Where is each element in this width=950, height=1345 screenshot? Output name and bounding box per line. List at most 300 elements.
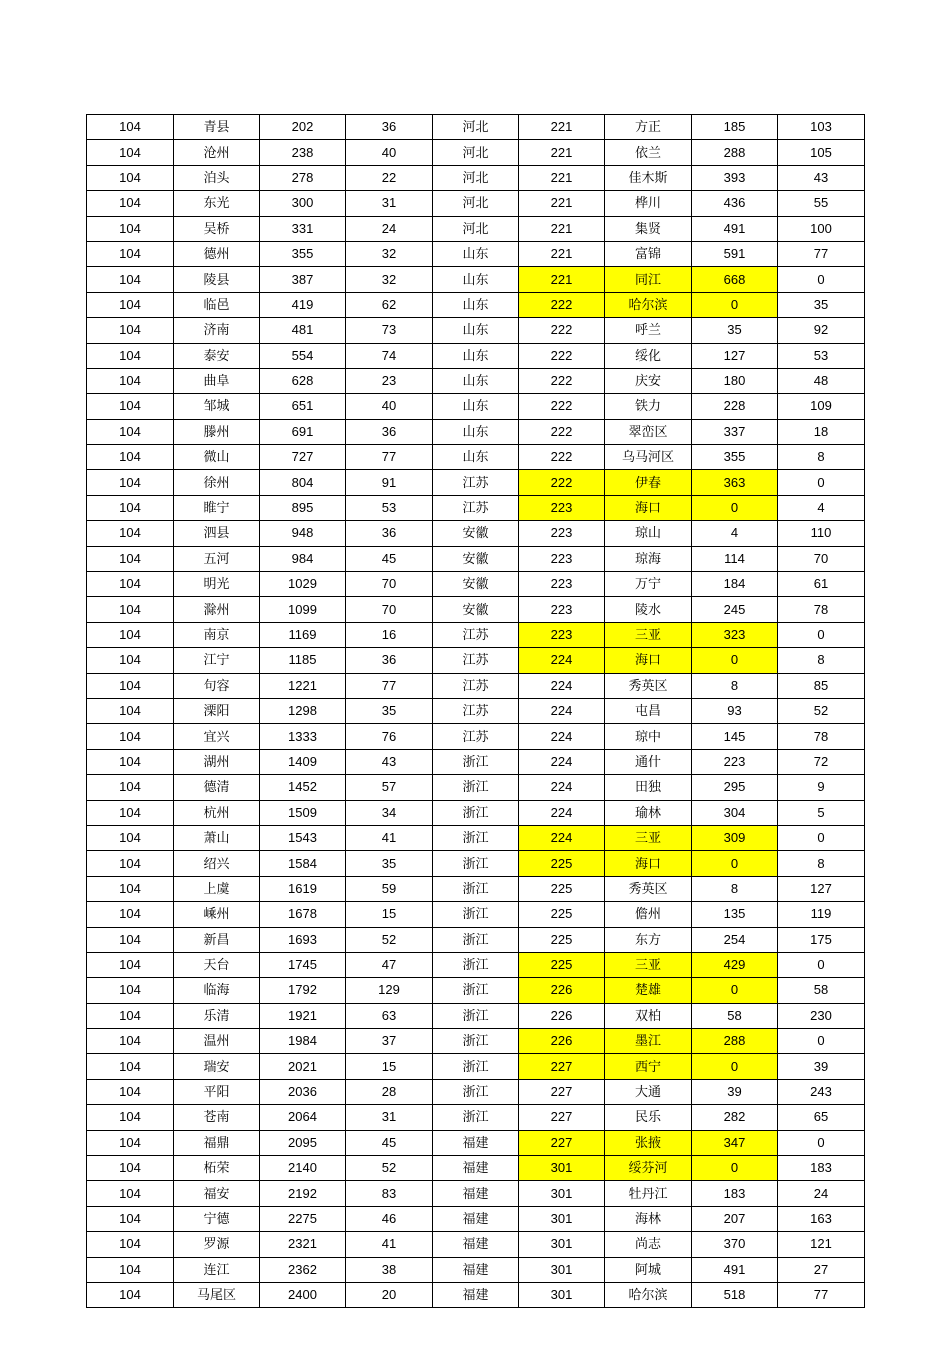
route-code-2-cell: 221 <box>519 115 605 140</box>
distance-cell: 1099 <box>260 597 346 622</box>
province-cell: 安徽 <box>433 521 519 546</box>
segment-cell: 40 <box>346 140 433 165</box>
segment-2-cell: 0 <box>778 267 865 292</box>
route-code-2-cell: 221 <box>519 140 605 165</box>
route-code-cell: 104 <box>87 572 174 597</box>
city-2-cell: 桦川 <box>605 191 692 216</box>
segment-2-cell: 183 <box>778 1156 865 1181</box>
city-cell: 睢宁 <box>174 495 260 520</box>
city-cell: 德州 <box>174 241 260 266</box>
distance-2-cell: 254 <box>692 927 778 952</box>
segment-2-cell: 39 <box>778 1054 865 1079</box>
city-cell: 青县 <box>174 115 260 140</box>
city-cell: 天台 <box>174 952 260 977</box>
segment-cell: 36 <box>346 521 433 546</box>
segment-2-cell: 8 <box>778 648 865 673</box>
city-2-cell: 儋州 <box>605 902 692 927</box>
distance-2-cell: 304 <box>692 800 778 825</box>
city-cell: 嵊州 <box>174 902 260 927</box>
city-2-cell: 田独 <box>605 775 692 800</box>
city-2-cell: 万宁 <box>605 572 692 597</box>
city-cell: 五河 <box>174 546 260 571</box>
city-cell: 江宁 <box>174 648 260 673</box>
table-row <box>87 622 865 647</box>
table-row <box>87 394 865 419</box>
city-2-cell: 张掖 <box>605 1130 692 1155</box>
route-code-2-cell: 221 <box>519 165 605 190</box>
province-cell: 山东 <box>433 394 519 419</box>
distance-2-cell: 295 <box>692 775 778 800</box>
distance-2-cell: 245 <box>692 597 778 622</box>
distance-cell: 238 <box>260 140 346 165</box>
city-2-cell: 三亚 <box>605 622 692 647</box>
route-code-cell: 104 <box>87 419 174 444</box>
city-cell: 邹城 <box>174 394 260 419</box>
table-row <box>87 927 865 952</box>
distance-2-cell: 309 <box>692 825 778 850</box>
route-code-cell: 104 <box>87 1054 174 1079</box>
city-2-cell: 秀英区 <box>605 673 692 698</box>
distance-cell: 1185 <box>260 648 346 673</box>
city-cell: 沧州 <box>174 140 260 165</box>
distance-2-cell: 207 <box>692 1206 778 1231</box>
city-cell: 苍南 <box>174 1105 260 1130</box>
city-2-cell: 琼山 <box>605 521 692 546</box>
province-cell: 江苏 <box>433 698 519 723</box>
route-code-2-cell: 224 <box>519 749 605 774</box>
route-code-2-cell: 222 <box>519 318 605 343</box>
route-code-cell: 104 <box>87 902 174 927</box>
province-cell: 河北 <box>433 140 519 165</box>
distance-2-cell: 0 <box>692 1054 778 1079</box>
city-cell: 马尾区 <box>174 1282 260 1307</box>
city-cell: 罗源 <box>174 1232 260 1257</box>
table-row <box>87 419 865 444</box>
route-code-2-cell: 224 <box>519 648 605 673</box>
city-cell: 南京 <box>174 622 260 647</box>
segment-cell: 36 <box>346 115 433 140</box>
distance-cell: 1678 <box>260 902 346 927</box>
route-code-2-cell: 225 <box>519 952 605 977</box>
city-cell: 泊头 <box>174 165 260 190</box>
province-cell: 福建 <box>433 1130 519 1155</box>
city-2-cell: 海口 <box>605 851 692 876</box>
distance-2-cell: 135 <box>692 902 778 927</box>
route-code-cell: 104 <box>87 318 174 343</box>
route-code-2-cell: 225 <box>519 902 605 927</box>
province-cell: 浙江 <box>433 749 519 774</box>
route-code-2-cell: 222 <box>519 368 605 393</box>
route-table <box>86 114 865 1308</box>
segment-2-cell: 105 <box>778 140 865 165</box>
distance-2-cell: 127 <box>692 343 778 368</box>
table-row <box>87 1079 865 1104</box>
city-cell: 济南 <box>174 318 260 343</box>
province-cell: 河北 <box>433 191 519 216</box>
segment-2-cell: 0 <box>778 622 865 647</box>
segment-cell: 62 <box>346 292 433 317</box>
table-row <box>87 902 865 927</box>
distance-cell: 1543 <box>260 825 346 850</box>
table-row <box>87 191 865 216</box>
table-row <box>87 140 865 165</box>
distance-2-cell: 183 <box>692 1181 778 1206</box>
route-code-2-cell: 223 <box>519 572 605 597</box>
distance-cell: 355 <box>260 241 346 266</box>
province-cell: 江苏 <box>433 724 519 749</box>
route-code-2-cell: 223 <box>519 495 605 520</box>
segment-cell: 57 <box>346 775 433 800</box>
city-2-cell: 西宁 <box>605 1054 692 1079</box>
segment-2-cell: 119 <box>778 902 865 927</box>
segment-2-cell: 121 <box>778 1232 865 1257</box>
city-cell: 泗县 <box>174 521 260 546</box>
route-code-cell: 104 <box>87 698 174 723</box>
route-code-2-cell: 222 <box>519 343 605 368</box>
city-cell: 滕州 <box>174 419 260 444</box>
province-cell: 福建 <box>433 1156 519 1181</box>
table-row <box>87 115 865 140</box>
distance-cell: 2400 <box>260 1282 346 1307</box>
city-2-cell: 东方 <box>605 927 692 952</box>
distance-2-cell: 184 <box>692 572 778 597</box>
distance-2-cell: 223 <box>692 749 778 774</box>
distance-cell: 1792 <box>260 978 346 1003</box>
table-row <box>87 851 865 876</box>
segment-cell: 83 <box>346 1181 433 1206</box>
route-code-2-cell: 222 <box>519 470 605 495</box>
distance-2-cell: 0 <box>692 978 778 1003</box>
distance-2-cell: 145 <box>692 724 778 749</box>
segment-2-cell: 100 <box>778 216 865 241</box>
route-code-2-cell: 222 <box>519 419 605 444</box>
province-cell: 安徽 <box>433 546 519 571</box>
route-code-2-cell: 221 <box>519 191 605 216</box>
segment-2-cell: 0 <box>778 825 865 850</box>
city-cell: 绍兴 <box>174 851 260 876</box>
distance-2-cell: 4 <box>692 521 778 546</box>
city-cell: 新昌 <box>174 927 260 952</box>
distance-cell: 1984 <box>260 1029 346 1054</box>
route-code-cell: 104 <box>87 1079 174 1104</box>
city-cell: 福鼎 <box>174 1130 260 1155</box>
distance-cell: 691 <box>260 419 346 444</box>
route-code-cell: 104 <box>87 140 174 165</box>
distance-2-cell: 180 <box>692 368 778 393</box>
segment-cell: 63 <box>346 1003 433 1028</box>
segment-2-cell: 77 <box>778 1282 865 1307</box>
route-code-cell: 104 <box>87 470 174 495</box>
segment-cell: 47 <box>346 952 433 977</box>
segment-cell: 59 <box>346 876 433 901</box>
route-code-2-cell: 223 <box>519 597 605 622</box>
distance-2-cell: 491 <box>692 216 778 241</box>
route-code-2-cell: 226 <box>519 1029 605 1054</box>
province-cell: 浙江 <box>433 952 519 977</box>
route-code-2-cell: 227 <box>519 1079 605 1104</box>
city-2-cell: 通什 <box>605 749 692 774</box>
route-code-cell: 104 <box>87 1232 174 1257</box>
city-2-cell: 呼兰 <box>605 318 692 343</box>
segment-cell: 23 <box>346 368 433 393</box>
table-row <box>87 1156 865 1181</box>
province-cell: 山东 <box>433 241 519 266</box>
province-cell: 河北 <box>433 165 519 190</box>
table-row <box>87 165 865 190</box>
route-table-body <box>87 115 865 1308</box>
city-cell: 临邑 <box>174 292 260 317</box>
segment-2-cell: 53 <box>778 343 865 368</box>
distance-cell: 1619 <box>260 876 346 901</box>
route-code-cell: 104 <box>87 216 174 241</box>
route-code-2-cell: 224 <box>519 698 605 723</box>
segment-2-cell: 0 <box>778 470 865 495</box>
table-row <box>87 1029 865 1054</box>
province-cell: 山东 <box>433 419 519 444</box>
segment-2-cell: 70 <box>778 546 865 571</box>
city-cell: 陵县 <box>174 267 260 292</box>
segment-2-cell: 103 <box>778 115 865 140</box>
distance-cell: 1029 <box>260 572 346 597</box>
province-cell: 浙江 <box>433 978 519 1003</box>
city-2-cell: 琼海 <box>605 546 692 571</box>
route-code-cell: 104 <box>87 800 174 825</box>
segment-cell: 35 <box>346 698 433 723</box>
route-code-cell: 104 <box>87 825 174 850</box>
table-row <box>87 292 865 317</box>
city-cell: 宁德 <box>174 1206 260 1231</box>
distance-cell: 727 <box>260 445 346 470</box>
route-code-cell: 104 <box>87 1282 174 1307</box>
distance-2-cell: 0 <box>692 1156 778 1181</box>
distance-cell: 331 <box>260 216 346 241</box>
segment-cell: 41 <box>346 1232 433 1257</box>
province-cell: 浙江 <box>433 800 519 825</box>
segment-cell: 36 <box>346 419 433 444</box>
segment-cell: 91 <box>346 470 433 495</box>
segment-cell: 22 <box>346 165 433 190</box>
segment-cell: 70 <box>346 597 433 622</box>
segment-2-cell: 0 <box>778 952 865 977</box>
route-code-2-cell: 221 <box>519 267 605 292</box>
route-code-cell: 104 <box>87 394 174 419</box>
city-cell: 福安 <box>174 1181 260 1206</box>
segment-cell: 45 <box>346 1130 433 1155</box>
segment-cell: 15 <box>346 902 433 927</box>
city-2-cell: 三亚 <box>605 952 692 977</box>
city-cell: 微山 <box>174 445 260 470</box>
distance-cell: 2064 <box>260 1105 346 1130</box>
route-code-cell: 104 <box>87 495 174 520</box>
distance-cell: 2036 <box>260 1079 346 1104</box>
city-2-cell: 海林 <box>605 1206 692 1231</box>
segment-2-cell: 24 <box>778 1181 865 1206</box>
segment-2-cell: 0 <box>778 1130 865 1155</box>
city-cell: 德清 <box>174 775 260 800</box>
distance-cell: 651 <box>260 394 346 419</box>
city-2-cell: 庆安 <box>605 368 692 393</box>
city-cell: 滁州 <box>174 597 260 622</box>
segment-2-cell: 78 <box>778 724 865 749</box>
distance-2-cell: 0 <box>692 292 778 317</box>
distance-2-cell: 591 <box>692 241 778 266</box>
table-row <box>87 521 865 546</box>
city-cell: 泰安 <box>174 343 260 368</box>
route-code-2-cell: 223 <box>519 546 605 571</box>
city-2-cell: 同江 <box>605 267 692 292</box>
distance-2-cell: 347 <box>692 1130 778 1155</box>
table-row <box>87 825 865 850</box>
distance-2-cell: 323 <box>692 622 778 647</box>
segment-cell: 16 <box>346 622 433 647</box>
segment-cell: 52 <box>346 927 433 952</box>
city-cell: 杭州 <box>174 800 260 825</box>
province-cell: 安徽 <box>433 572 519 597</box>
route-code-2-cell: 226 <box>519 1003 605 1028</box>
city-2-cell: 大通 <box>605 1079 692 1104</box>
table-row <box>87 267 865 292</box>
distance-cell: 2192 <box>260 1181 346 1206</box>
route-code-cell: 104 <box>87 876 174 901</box>
distance-cell: 1333 <box>260 724 346 749</box>
province-cell: 安徽 <box>433 597 519 622</box>
distance-cell: 2095 <box>260 1130 346 1155</box>
table-row <box>87 1054 865 1079</box>
route-code-2-cell: 301 <box>519 1156 605 1181</box>
route-code-cell: 104 <box>87 445 174 470</box>
distance-cell: 387 <box>260 267 346 292</box>
route-code-cell: 104 <box>87 292 174 317</box>
distance-cell: 2321 <box>260 1232 346 1257</box>
province-cell: 江苏 <box>433 673 519 698</box>
route-code-cell: 104 <box>87 1257 174 1282</box>
table-row <box>87 445 865 470</box>
route-code-cell: 104 <box>87 978 174 1003</box>
table-row <box>87 1206 865 1231</box>
segment-2-cell: 4 <box>778 495 865 520</box>
segment-cell: 24 <box>346 216 433 241</box>
segment-2-cell: 48 <box>778 368 865 393</box>
city-2-cell: 秀英区 <box>605 876 692 901</box>
segment-2-cell: 5 <box>778 800 865 825</box>
distance-cell: 1409 <box>260 749 346 774</box>
segment-cell: 77 <box>346 673 433 698</box>
distance-cell: 1298 <box>260 698 346 723</box>
table-row <box>87 673 865 698</box>
distance-cell: 1221 <box>260 673 346 698</box>
distance-cell: 1169 <box>260 622 346 647</box>
route-code-cell: 104 <box>87 1156 174 1181</box>
segment-cell: 40 <box>346 394 433 419</box>
city-2-cell: 绥化 <box>605 343 692 368</box>
route-code-cell: 104 <box>87 724 174 749</box>
route-code-2-cell: 301 <box>519 1181 605 1206</box>
province-cell: 福建 <box>433 1282 519 1307</box>
segment-cell: 32 <box>346 267 433 292</box>
distance-cell: 1921 <box>260 1003 346 1028</box>
segment-2-cell: 77 <box>778 241 865 266</box>
route-code-cell: 104 <box>87 622 174 647</box>
city-2-cell: 墨江 <box>605 1029 692 1054</box>
distance-cell: 1509 <box>260 800 346 825</box>
route-code-2-cell: 225 <box>519 876 605 901</box>
segment-cell: 35 <box>346 851 433 876</box>
route-code-cell: 104 <box>87 241 174 266</box>
route-code-cell: 104 <box>87 1029 174 1054</box>
city-cell: 连江 <box>174 1257 260 1282</box>
route-code-cell: 104 <box>87 165 174 190</box>
distance-cell: 2140 <box>260 1156 346 1181</box>
distance-cell: 278 <box>260 165 346 190</box>
route-code-2-cell: 224 <box>519 825 605 850</box>
segment-cell: 34 <box>346 800 433 825</box>
distance-cell: 2362 <box>260 1257 346 1282</box>
route-code-cell: 104 <box>87 521 174 546</box>
segment-2-cell: 8 <box>778 445 865 470</box>
city-2-cell: 阿城 <box>605 1257 692 1282</box>
city-cell: 乐清 <box>174 1003 260 1028</box>
segment-2-cell: 18 <box>778 419 865 444</box>
table-row <box>87 978 865 1003</box>
segment-2-cell: 230 <box>778 1003 865 1028</box>
city-2-cell: 方正 <box>605 115 692 140</box>
table-row <box>87 470 865 495</box>
route-code-2-cell: 227 <box>519 1130 605 1155</box>
city-cell: 柘荣 <box>174 1156 260 1181</box>
table-row <box>87 724 865 749</box>
route-code-cell: 104 <box>87 775 174 800</box>
city-2-cell: 伊春 <box>605 470 692 495</box>
distance-2-cell: 436 <box>692 191 778 216</box>
distance-cell: 984 <box>260 546 346 571</box>
route-code-2-cell: 224 <box>519 775 605 800</box>
distance-cell: 2275 <box>260 1206 346 1231</box>
segment-cell: 129 <box>346 978 433 1003</box>
distance-2-cell: 355 <box>692 445 778 470</box>
table-row <box>87 216 865 241</box>
city-2-cell: 集贤 <box>605 216 692 241</box>
segment-cell: 15 <box>346 1054 433 1079</box>
distance-2-cell: 363 <box>692 470 778 495</box>
route-code-cell: 104 <box>87 343 174 368</box>
province-cell: 江苏 <box>433 648 519 673</box>
segment-2-cell: 9 <box>778 775 865 800</box>
route-code-cell: 104 <box>87 546 174 571</box>
distance-2-cell: 337 <box>692 419 778 444</box>
route-code-2-cell: 225 <box>519 851 605 876</box>
segment-cell: 20 <box>346 1282 433 1307</box>
city-cell: 溧阳 <box>174 698 260 723</box>
route-code-cell: 104 <box>87 1003 174 1028</box>
table-row <box>87 1003 865 1028</box>
distance-cell: 300 <box>260 191 346 216</box>
province-cell: 浙江 <box>433 1105 519 1130</box>
segment-cell: 73 <box>346 318 433 343</box>
route-code-2-cell: 222 <box>519 445 605 470</box>
province-cell: 浙江 <box>433 1079 519 1104</box>
segment-2-cell: 163 <box>778 1206 865 1231</box>
table-row <box>87 546 865 571</box>
segment-2-cell: 127 <box>778 876 865 901</box>
table-row <box>87 749 865 774</box>
segment-cell: 31 <box>346 191 433 216</box>
distance-2-cell: 58 <box>692 1003 778 1028</box>
distance-2-cell: 228 <box>692 394 778 419</box>
distance-2-cell: 282 <box>692 1105 778 1130</box>
city-2-cell: 富锦 <box>605 241 692 266</box>
table-row <box>87 368 865 393</box>
distance-2-cell: 393 <box>692 165 778 190</box>
